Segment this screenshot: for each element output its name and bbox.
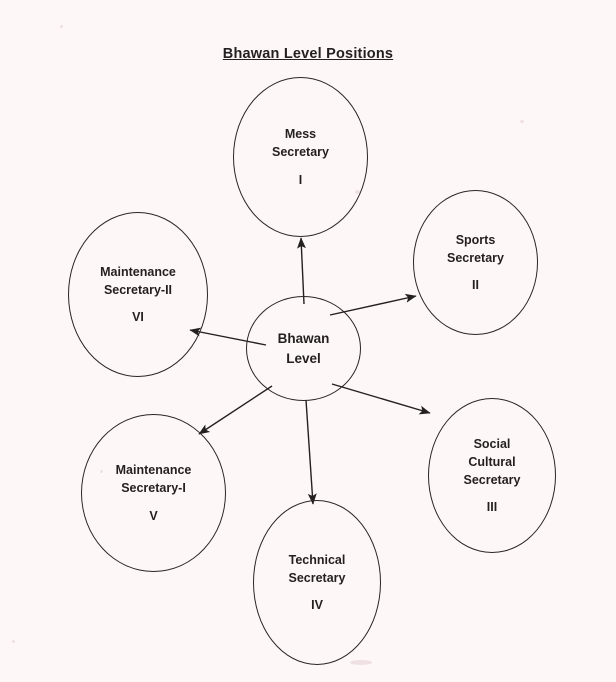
node-technical-secretary <box>253 500 381 665</box>
node-label-line1: Social <box>473 436 511 451</box>
node-label-line1: Mess <box>284 127 317 142</box>
node-label-roman: V <box>149 508 158 523</box>
node-maintenance-secretary-i <box>81 414 226 572</box>
node-label-line1: Sports <box>455 232 496 247</box>
edge-center-to-maintenance-i <box>199 386 272 434</box>
node-label-line2: Level <box>286 350 321 366</box>
node-label-roman: II <box>472 278 479 293</box>
node-label-line1: Bhawan <box>277 330 330 346</box>
node-bhawan-level <box>246 296 361 401</box>
edge-center-to-social-cultural <box>332 384 430 413</box>
node-sports-secretary <box>413 190 538 335</box>
node-label-line1: Technical <box>288 552 346 567</box>
node-label-line2: Secretary-I <box>121 481 186 496</box>
node-label-line2: Secretary <box>447 250 504 265</box>
node-social-cultural-secretary <box>428 398 556 553</box>
page-title: Bhawan Level Positions <box>222 46 394 62</box>
node-label-roman: IV <box>311 598 323 613</box>
edge-center-to-mess <box>301 238 304 304</box>
node-label-line3: Secretary <box>463 473 521 487</box>
node-maintenance-secretary-ii <box>68 212 208 377</box>
node-label-line1: Maintenance <box>100 264 176 279</box>
node-label-line2: Secretary-II <box>103 282 173 297</box>
node-mess-secretary <box>233 77 368 237</box>
node-label-roman: III <box>486 500 498 515</box>
node-label-line2: Cultural <box>468 454 516 469</box>
node-label-roman: VI <box>132 310 144 325</box>
node-label-line2: Secretary <box>288 570 346 585</box>
edge-center-to-technical <box>306 400 313 504</box>
node-label-line1: Maintenance <box>115 463 192 478</box>
node-label-roman: I <box>298 172 303 187</box>
node-label-line2: Secretary <box>272 145 329 160</box>
